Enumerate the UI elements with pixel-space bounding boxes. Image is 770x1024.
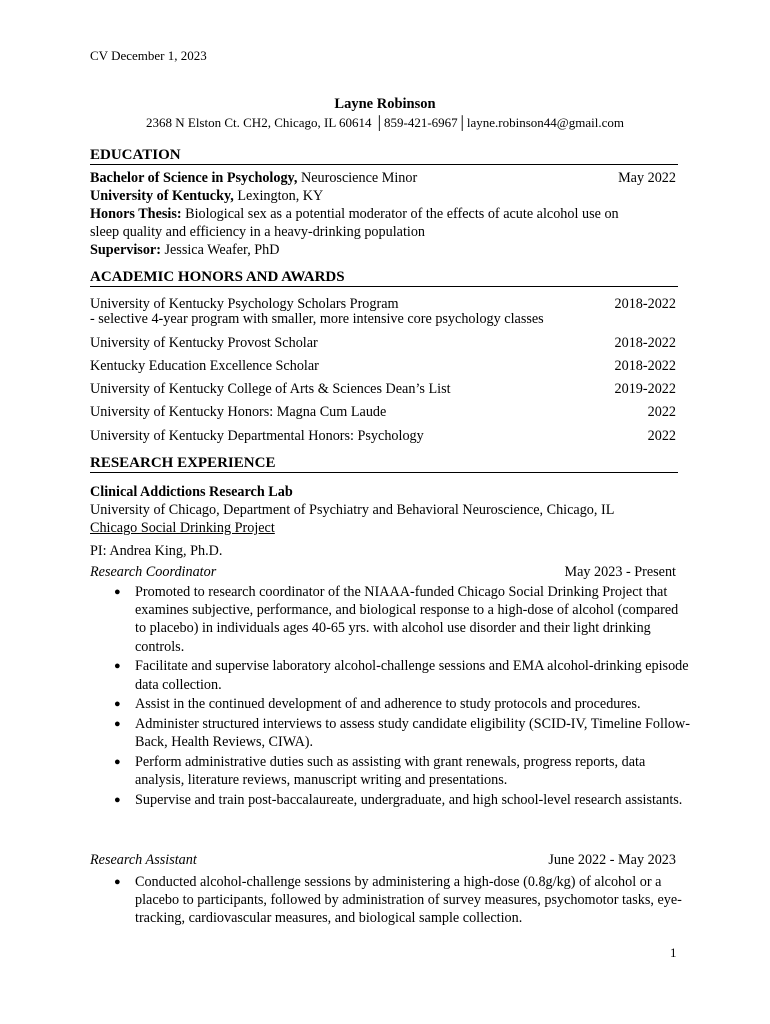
role-bullets bbox=[90, 873, 690, 929]
cv-date: CV December 1, 2023 bbox=[90, 48, 207, 63]
degree bbox=[90, 169, 417, 187]
section-heading-honors: ACADEMIC HONORS AND AWARDS bbox=[90, 269, 678, 287]
bullet-text: Facilitate and supervise laboratory alcohol-challenge sessions and EMA alcohol-drinking episode data collection. bbox=[135, 658, 689, 693]
honor-title: University of Kentucky Psychology Scholars Program bbox=[90, 296, 399, 312]
degree-title: Bachelor of Science in Psychology, bbox=[90, 170, 298, 186]
honor-date: 2018-2022 bbox=[614, 358, 676, 374]
role-dates: June 2022 - May 2023 bbox=[548, 852, 676, 868]
honor-title: Kentucky Education Excellence Scholar bbox=[90, 358, 319, 374]
section-heading-research: RESEARCH EXPERIENCE bbox=[90, 455, 678, 473]
honor-date: 2018-2022 bbox=[614, 335, 676, 351]
honor-row bbox=[90, 427, 676, 445]
thesis-text-1: Biological sex as a potential moderator of the effects of acute alcohol use on bbox=[181, 206, 619, 222]
honor-date: 2022 bbox=[647, 428, 676, 444]
bullet-text: Conducted alcohol-challenge sessions by administering a high-dose (0.8g/kg) of alcohol or a placebo to participants, followed by administration of survey measures, psychomotor tasks, eye-tracking, cardiovascular measures, and biological sample collection. bbox=[135, 874, 682, 927]
honor-title: University of Kentucky Provost Scholar bbox=[90, 335, 318, 351]
thesis-label: Honors Thesis: bbox=[90, 206, 182, 222]
honor-title: University of Kentucky Departmental Honors: Psychology bbox=[90, 428, 424, 444]
supervisor-line bbox=[90, 241, 680, 259]
page-number: 1 bbox=[670, 945, 677, 960]
role-row bbox=[90, 563, 676, 581]
bullet-text: Perform administrative duties such as assisting with grant renewals, progress reports, data analysis, literature reviews, manuscript writing and presentations. bbox=[135, 753, 646, 789]
role-bullets bbox=[90, 583, 690, 810]
institution: University of Chicago, Department of Psychiatry and Behavioral Neuroscience, Chicago, IL bbox=[90, 502, 615, 518]
bullet-icon: ● bbox=[114, 755, 121, 768]
honor-date: 2018-2022 bbox=[614, 296, 676, 312]
university-line bbox=[90, 187, 680, 205]
thesis-line-2: sleep quality and efficiency in a heavy-drinking population bbox=[90, 224, 426, 240]
bullet-icon: ● bbox=[114, 793, 121, 806]
honor-title: University of Kentucky Honors: Magna Cum Laude bbox=[90, 404, 387, 420]
role-dates: May 2023 - Present bbox=[564, 564, 676, 580]
bullet-icon: ● bbox=[114, 586, 121, 598]
bullet-icon: ● bbox=[114, 698, 121, 711]
honor-row bbox=[90, 357, 676, 375]
project-name: Chicago Social Drinking Project bbox=[90, 520, 275, 536]
list-item bbox=[90, 791, 690, 809]
supervisor-label: Supervisor: bbox=[90, 242, 161, 258]
bullet-text: Supervise and train post-baccalaureate, undergraduate, and high school-level research assistants. bbox=[135, 791, 683, 808]
list-item bbox=[90, 657, 690, 693]
university-location: Lexington, KY bbox=[233, 188, 324, 204]
thesis-line-1 bbox=[90, 205, 680, 223]
role-row bbox=[90, 851, 676, 869]
honor-title: University of Kentucky College of Arts & Sciences Dean’s List bbox=[90, 381, 451, 397]
list-item bbox=[90, 753, 690, 789]
supervisor-name: Jessica Weafer, PhD bbox=[160, 242, 280, 258]
honor-row bbox=[90, 334, 676, 352]
bullet-text: Administer structured interviews to assess study candidate eligibility (SCID-IV, Timeline Follow-Back, Health Reviews, CIWA). bbox=[135, 715, 690, 751]
candidate-name: Layne Robinson bbox=[334, 96, 436, 112]
list-item bbox=[90, 583, 690, 656]
honor-date: 2019-2022 bbox=[614, 381, 676, 397]
bullet-text: Assist in the continued development of and adherence to study protocols and procedures. bbox=[135, 696, 641, 713]
degree-row bbox=[90, 169, 676, 187]
role-title: Research Assistant bbox=[90, 852, 197, 868]
honor-subtitle: - selective 4-year program with smaller, more intensive core psychology classes bbox=[90, 311, 544, 327]
principal-investigator: PI: Andrea King, Ph.D. bbox=[90, 543, 223, 559]
degree-date: May 2022 bbox=[618, 170, 676, 186]
lab-name: Clinical Addictions Research Lab bbox=[90, 484, 293, 500]
bullet-icon: ● bbox=[114, 717, 121, 730]
section-heading-education: EDUCATION bbox=[90, 147, 678, 165]
bullet-icon: ● bbox=[114, 876, 121, 888]
bullet-icon: ● bbox=[114, 660, 121, 673]
honor-row bbox=[90, 380, 676, 398]
honor-date: 2022 bbox=[647, 404, 676, 420]
list-item bbox=[90, 873, 690, 928]
list-item bbox=[90, 695, 690, 713]
list-item bbox=[90, 715, 690, 751]
bullet-text: Promoted to research coordinator of the NIAAA-funded Chicago Social Drinking Project that examines subjective, performance, and biological response to a high-dose of alcohol (compared to placebo) in individuals ages 40-65 yrs. with alcohol use disorder and their light drinking controls. bbox=[135, 584, 679, 655]
university-name: University of Kentucky, bbox=[90, 188, 234, 204]
degree-minor: Neuroscience Minor bbox=[297, 170, 418, 186]
role-title: Research Coordinator bbox=[90, 564, 217, 580]
contact-info: 2368 N Elston Ct. CH2, Chicago, IL 60614 │859-421-6967│layne.robinson44@gmail.com bbox=[145, 115, 624, 130]
honor-row bbox=[90, 403, 676, 421]
